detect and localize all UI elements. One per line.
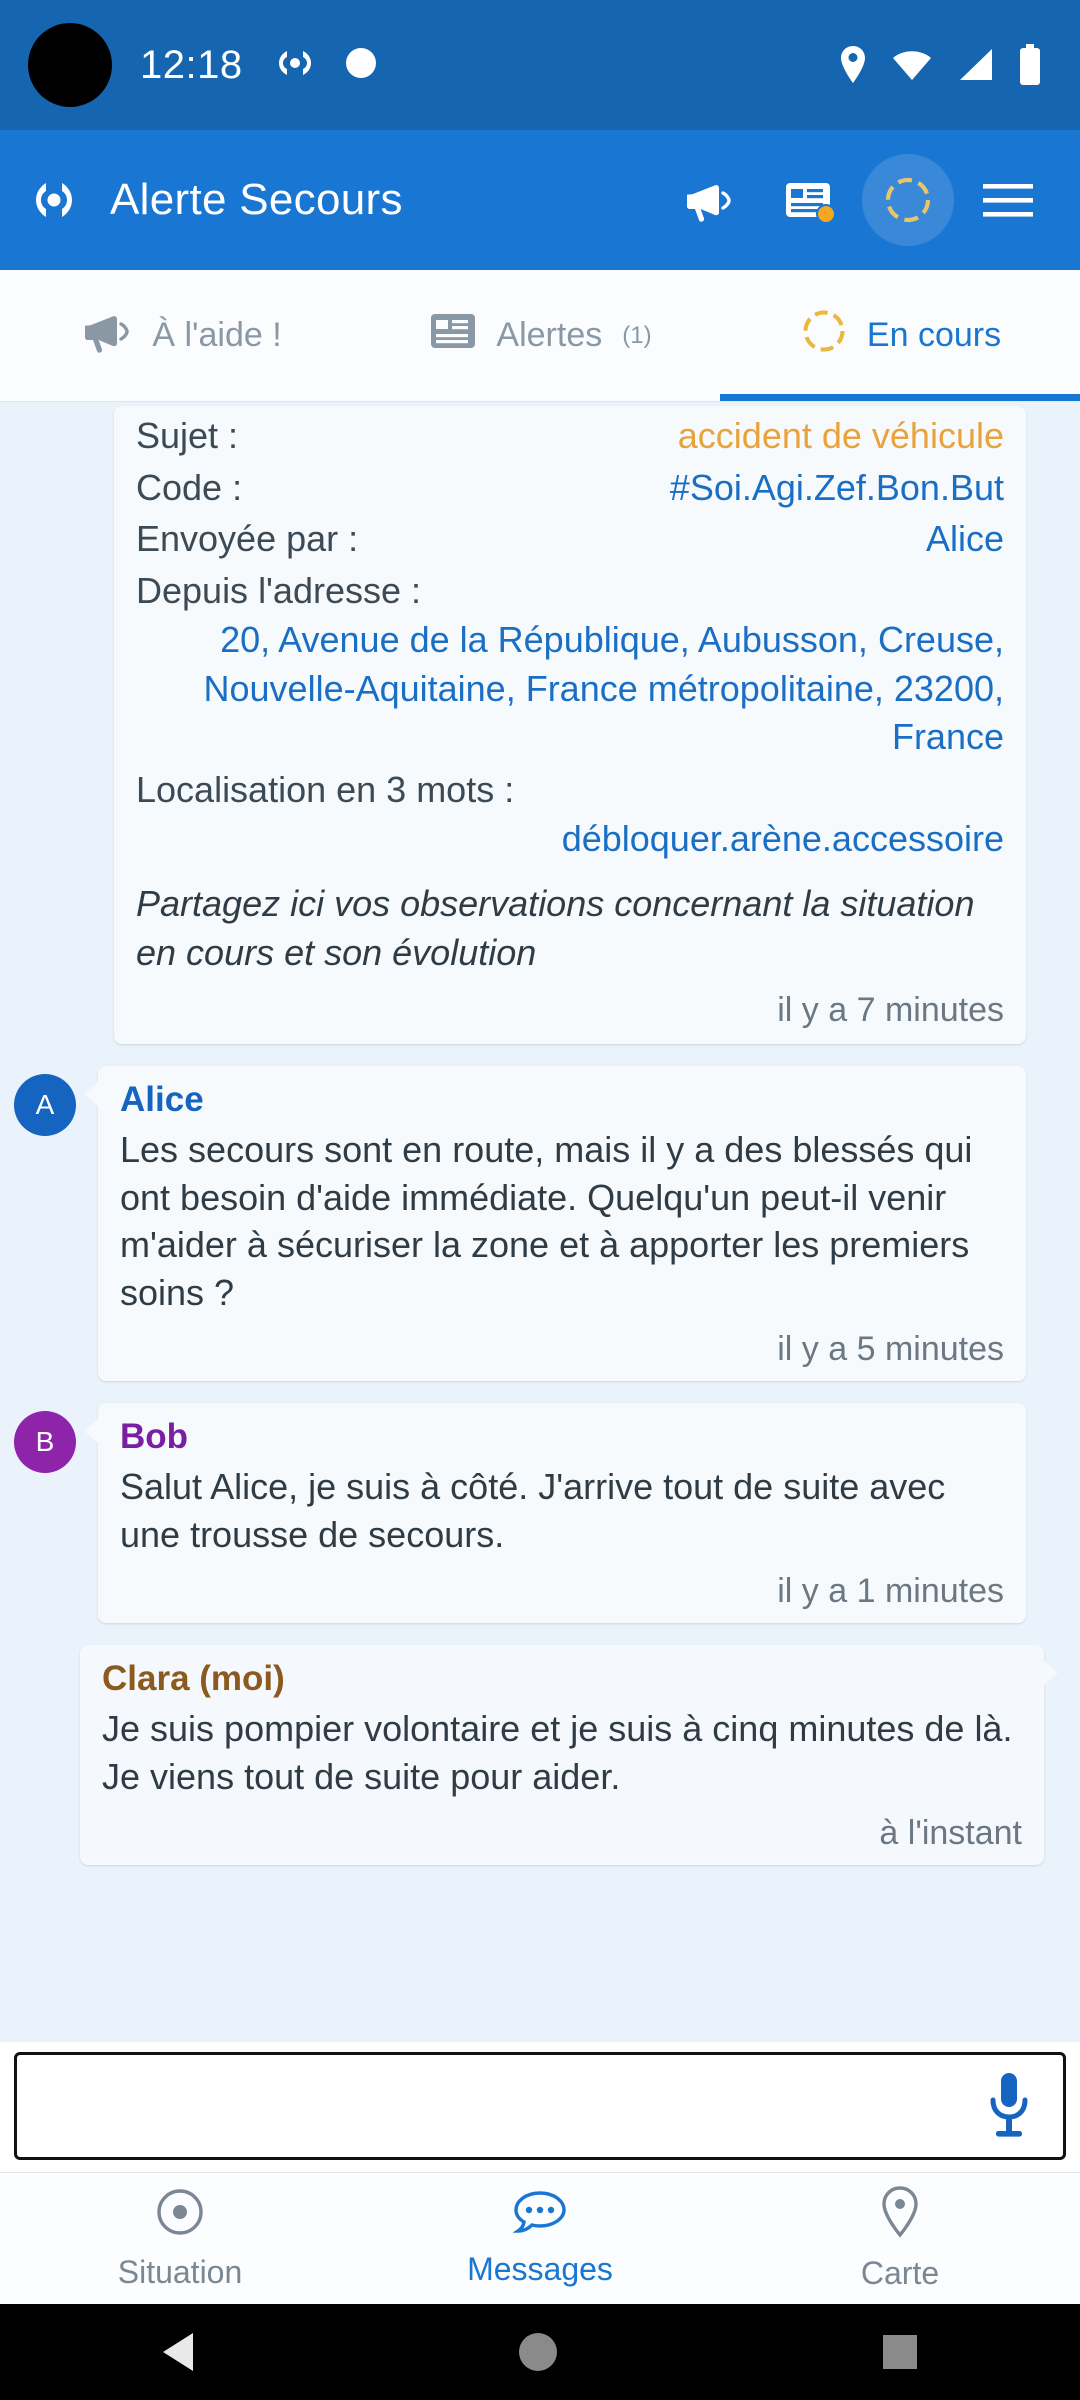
alert-row-value: accident de véhicule — [677, 415, 1004, 456]
alert-row-w3w-label — [136, 764, 1004, 816]
page-title: Alerte Secours — [110, 175, 403, 224]
message-text: Je suis pompier volontaire et je suis à cinq minutes de là. Je viens tout de suite pour aider. — [102, 1708, 1013, 1797]
messages-bubble-icon — [513, 2189, 567, 2243]
nav-item-messages[interactable] — [360, 2189, 720, 2288]
alert-row-key: Sujet : — [136, 415, 239, 456]
map-pin-icon — [878, 2185, 922, 2247]
message-bubble — [98, 1066, 1026, 1381]
alert-w3w-value: débloquer.arène.accessoire — [561, 818, 1004, 860]
message-input-bar — [0, 2042, 1080, 2172]
nav-item-carte[interactable] — [720, 2185, 1080, 2292]
message-row-alice — [14, 1066, 1066, 1381]
message-input-wrapper[interactable] — [14, 2052, 1066, 2160]
message-sender: Bob — [120, 1417, 189, 1457]
message-bubble — [98, 1403, 1026, 1623]
message-row-clara — [14, 1645, 1066, 1865]
signal-dots-icon — [273, 48, 317, 83]
menu-icon[interactable] — [962, 154, 1054, 246]
alert-row-key: Code : — [136, 466, 243, 508]
megaphone-icon — [78, 306, 134, 365]
alert-row-key: Depuis l'adresse : — [136, 569, 422, 611]
message-bubble-own — [80, 1645, 1044, 1865]
tab-count: (1) — [622, 321, 652, 349]
message-timestamp: il y a 5 minutes — [777, 1330, 1004, 1369]
messages-icon — [428, 309, 478, 362]
alert-address-value: 20, Avenue de la République, Aubusson, Creuse, Nouvelle-Aquitaine, France métropolitaine, 23200, France — [203, 619, 1004, 758]
tab-a-l-aide[interactable] — [0, 270, 360, 401]
nav-label: Carte — [860, 2255, 940, 2291]
back-button[interactable] — [163, 2333, 193, 2371]
alert-row-code — [136, 462, 1004, 514]
tab-label: Alertes — [496, 316, 603, 354]
alert-instruction-note: Partagez ici vos observations concernant la situation en cours et son évolution — [136, 882, 975, 973]
tab-label: En cours — [866, 316, 1002, 354]
alert-logo-icon[interactable] — [26, 172, 82, 228]
recents-button[interactable] — [883, 2335, 917, 2369]
message-text: Les secours sont en route, mais il y a des blessés qui ont besoin d'aide immédiate. Quelqu'un peut-il venir m'aider à sécuriser la zone et à apporter les premiers soins ? — [120, 1129, 973, 1313]
chat-scroll-area[interactable] — [0, 402, 1080, 2042]
in-progress-icon — [799, 306, 849, 365]
alert-row-key: Localisation en 3 mots : — [136, 768, 515, 810]
tab-bar — [0, 270, 1080, 402]
situation-icon — [154, 2186, 206, 2246]
alert-row-key: Envoyée par : — [136, 518, 359, 560]
location-icon — [838, 45, 868, 85]
message-timestamp: il y a 1 minutes — [777, 1572, 1004, 1611]
tab-label: À l'aide ! — [152, 316, 282, 354]
status-time: 12:18 — [140, 42, 243, 87]
alert-info-card — [114, 406, 1026, 1044]
tab-en-cours[interactable] — [720, 270, 1080, 401]
android-navigation-bar — [0, 2304, 1080, 2400]
tab-alertes[interactable] — [360, 270, 720, 401]
bottom-navigation — [0, 2172, 1080, 2304]
nav-label: Situation — [117, 2254, 243, 2290]
app-bar-actions — [662, 154, 1054, 246]
megaphone-icon[interactable] — [662, 154, 754, 246]
wifi-icon — [890, 47, 934, 83]
home-button[interactable] — [519, 2333, 557, 2371]
battery-icon — [1018, 44, 1042, 86]
nav-label: Messages — [467, 2251, 613, 2287]
alert-row-sender — [136, 513, 1004, 565]
app-bar — [0, 130, 1080, 270]
alert-timestamp: il y a 7 minutes — [777, 991, 1004, 1030]
message-sender: Alice — [120, 1080, 204, 1120]
message-row-bob — [14, 1403, 1066, 1623]
alert-row-value: Alice — [925, 518, 1004, 560]
microphone-icon[interactable] — [973, 2064, 1045, 2148]
in-progress-icon[interactable] — [862, 154, 954, 246]
alert-row-subject — [136, 410, 1004, 462]
message-text: Salut Alice, je suis à côté. J'arrive tout de suite avec une trousse de secours. — [120, 1466, 946, 1555]
avatar: B — [14, 1411, 76, 1473]
message-input[interactable] — [39, 2085, 973, 2127]
alert-row-value: #Soi.Agi.Zef.Bon.But — [669, 466, 1004, 508]
camera-cutout — [28, 23, 112, 107]
record-dot-icon — [343, 45, 379, 86]
message-sender: Clara (moi) — [102, 1659, 285, 1699]
nav-item-situation[interactable] — [0, 2186, 360, 2291]
avatar: A — [14, 1074, 76, 1136]
cellular-icon — [956, 47, 996, 83]
messages-icon[interactable] — [762, 154, 854, 246]
alert-row-address-label — [136, 565, 1004, 617]
notification-badge — [816, 204, 836, 224]
message-timestamp: à l'instant — [879, 1814, 1022, 1853]
status-bar — [0, 0, 1080, 130]
